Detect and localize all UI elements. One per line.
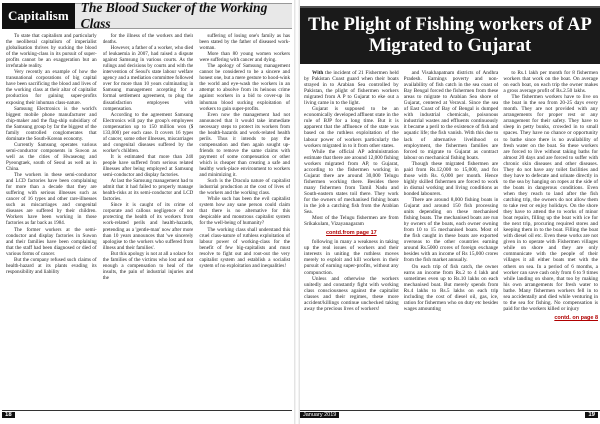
right-column-3 [503,70,598,404]
left-article-body [6,33,290,406]
paragraph: Gujarat is supposed to be an economically developed affluent state in the rule of BJP for a long time. But it is apparent that the affluence of the state was based on the ruthless exploitation of the labour power of workers particularly the workers migrated in to it from other states. [304,106,399,149]
left-page-number: 18 [2,412,15,418]
paragraph: The former workers at the semi-conductor and display factories in Suwon and their families have been complaining that the staff had been diagnosed or died of various forms of cancer. [6,226,97,257]
section-tag: Capitalism [2,3,75,29]
continued-from-link[interactable]: contd.from page 17 [325,230,377,237]
continued-on-link[interactable]: contd. on page 8 [554,314,599,321]
paragraph: for the illness of the workers and their deaths. [102,33,194,46]
right-column-2 [404,70,499,404]
right-article-body [304,70,598,404]
paragraph: Such is the Dracula nature of capitalist industrial production at the cost of lives of the workers and the working class. [199,178,291,197]
paragraph: Unless and otherwise the workers unitedly and constantly fight with working class consciousness against the capitalist classes and their regimes, these more accident/killings continue unchecked taking away the precious lives of workers! [304,275,399,312]
paragraph: suffering of losing one's family as has been stated by the father of diseased work-woman. [199,33,291,52]
paragraph: The working class shall understand this cruel class-nature of ruthless exploitation of labour power of working-class for the benefit of few big-capitalists and must resolve to fight out and root-out the very capitalist system and establish a socialist system of no exploitation and inequalities! [199,226,291,269]
paragraph: Even now the management had not announced that it would take immediate necessary steps to protect its workers from the health-hazards and work-related health perils. Thus it intends to pay the compensation and then again sought up-friends to remove the same claims with payment of some compensation or other which is cheaper than creating a safe and healthy work-place environment to workers and minimizing it. [199,111,291,179]
left-page-footer [2,410,292,420]
right-page [300,0,600,424]
paragraph: Very recently an example of how the transnational corporations of big capital have been sacrificing the blood and lives of the working class at their altar of capitalist production for gaining super-profits exposing their inhuman class-nature. [6,69,97,106]
right-page-number: 19 [585,412,598,418]
paragraph: While the official AP administration estimate that there are around 12,000 fishing workers migrated from AP, to Gujarat, according to the fishermen working in Gujarat there are around 30,000 Telugu fishermen working there. Besides there many fishermen from Tamil Nadu and South-eastern states toil there. They work for the owners of mechanised fishing boats in the job a catching fish from the Arabian Sea. [304,148,399,216]
paragraph: It is estimated that more than 240 people have suffered from serious related illnesses after being employed at Samsung semi-conductor and display factories. [102,153,194,179]
paragraph: Samsung Electronics is the world's biggest mobile phone manufacturer and chip-maker and the flag-ship subsidiary of the Samsung group by far the biggest of the family controlled conglomerates that dominate the South-Korean economy. [6,105,97,142]
left-article-banner [2,0,292,31]
paragraph: The fishermen workers have to live on the boat in the sea from 20-25 days every month. They are not provided with any arrangements for proper rest or any arrangement for their safety. They have to sleep in petty bunks, crowded in to small spaces. They have no chance or opportunity to bathe since there is no availability of fresh water on the boat. So these workers are forced to live without taking baths for almost 20 days and are forced to suffer with chronic skin diseases and other diseases. They do not have any toilet facilities and they have to defecate and urinate directly in to the sea by hanging on ropes at the side of the boats in dangerous conditions. Even when they reach to land after the fish catching trip, the owners do not allow them to take rest or enjoy holidays. On the shore they have to attend the to works of minor boat repairs, filling up the boat with ice for the next trip, procuring required stores and keeping them in to the boat. Filling the boat with diesel oil etc. Even these works are not given in to operate with Fishermen villages while on shore and they are only communicate with the people of their villages it all either boats met with the others on sea. In a period of 6 months, a worker can save cash only from 6 to 9 times while landing on shore, that too by making his own arrangements for fresh water to bathe. Many fishermen workers fell in to sea accidentally and died while venturing in to the sea for fishing. No compensation is paid for the workers killed or injury [503,94,599,312]
issue-label: January 2019 [300,412,339,418]
paragraph: More than 80 young women workers were suffering with cancer and dying. [199,51,291,64]
right-page-footer [300,410,600,420]
paragraph: Currently Samsung operates various semi-conductor components in Suwon as well as the cities of Hwaseong and Pyeongtaek, south of Seoul as well as in China. [6,141,97,173]
lead-text: the incident of 21 Fishermen held by Pakistan Coast guard when their boats strayed in to Arabian Sea controlled by Pakistan, the plight of fishermen workers migrated from A P to Gujarat to eke out a living came in to the light. [304,70,399,107]
paragraph: Since it is caught of its crime of corporate and callous negligence of not protecting the health of its workers from work-related perils and health-hazards, pretending as a 'gentle-man' now after more than 10 years announces that 'we sincerely apologise to the workers who suffered from illness and their families'. [102,202,194,251]
right-column-1 [304,70,399,404]
paragraph: to Rs.1 lakh per month for 8 fishermen workers that work on the boat. On average on each boat, on each trip the owner makes a gross average profit of Rs.2.50 lakhs. [503,70,599,95]
paragraph: There are around 8,000 fishing boats in Gujarat and around 150 fish processing units depending on these mechanised fishing boats. The mechanised boats are run by owners of the boats, each owner owning from 10 to 15 mechanised boats. Most of the fish caught in these boats are exported overseas to the other countries earning around Rs.5000 crores of foreign exchange besides with an income of Rs 15,000 crores from the fish market annually. [403,196,499,264]
paragraph: However, a father of a worker, who died of leukaemia in 2007, had raised a dispute against Samsung in various courts. As the rulings and decisions by courts and with the intervention of Seoul's state labour welfare agency and a mediation committee followed over for more than 10 years culminating in Samsung management accepting for a formal settlement agreement, to plug the dissatisfaction employees with compensation. [102,45,194,112]
left-page [0,0,294,424]
paragraph: But the company refused such claims of health-hazard at its plants evading its responsibility and liability [6,256,97,275]
paragraph: But this apology is not at all a solace for the families of the victims who lost and not enough a compensation to heal of the insults, the pain of industrial injuries and the [102,250,194,281]
paragraph: On each trip of fish catch, the owner earns an income from Rs.2 to 4 lakh and sometimes even up to Rs.10 lakhs on each mechanised boat. But merely spends from Rs.4 lakhs to Rs.5 lakhs on each trip including the cost of diesel oil, gas, ice, ration for fishermen who on duty etc besides wages amounting [403,263,499,312]
paragraph: following in many a weakness in taking up the real issues of workers and their interests in uniting the ruthless moves merely to exploit and kill workers in their pursuit of earning super-profits, without any compunction. [304,239,399,276]
paragraph: While such has been the evil capitalist system how any sane person could claim that there is no alternative for this despicable and monstrous capitalist system for the well-being of humanity? [199,196,291,227]
right-article-title-line1: The Plight of Fishing workers of AP [308,15,592,35]
paragraph: and Visakhapatnam districts of Andhra Pradesh. Earnings poverty and non-availability of fish catch in the sea coast of Bay Bengal forced the fishermen from these areas to migrate to Arabian Sea shore of Gujarat, centered at Veraval. Since the sea of East Coast of Bay of Bengal is dumped with industrial chemicals, poisonous industrial wastes and effluents continuously it became a peril to the existence of fish and aquatic life; the fish vanish. With this due to lack of alternative livelihood or employment, the fishermen families are forced to migrate to Gujarat as contract labour on mechanical fishing boats. [403,70,499,161]
paragraph: According to the agreement Samsung Electronics will pay the group's employees compensation up to 150 million won ($ 133,000) per each case. It covers 16 types of cancer, some other illnesses, miscarriages and congenital diseases suffered by the worker's children. [102,111,194,154]
right-article-title-line2: Migrated to Gujarat [368,36,532,56]
left-column-3 [199,33,290,406]
paragraph [304,70,399,106]
left-article-title: The Blood Sucker of the Working Class [75,3,292,29]
paragraph: To state that capitalism and particularly the neoliberal capitalism of imperialist globalisation thrives by sucking the blood of the working-class in its pursuit of super-profits cannot be an exaggeration but an irrefutable reality. [6,33,97,70]
paragraph: Most of the Telugu fishermen are from Srikakulam, Vizayanagaram [304,215,399,228]
paragraph: The apology of Samsung management cannot be considered to be a sincere and honest one, but a mere gesture to hood-wink the world and eye-wash the workers in an attempt to absolve from its heinous crime against workers in a bid to cover-up its inhuman blood sucking exploitation of workers to gain super-profits. [199,63,291,112]
paragraph: At last the Samsung management had to admit that it had failed to properly manage health-risks at its semi-conductor and LCD factories. [102,178,194,203]
left-column-1 [6,33,97,406]
paragraph: Though these migrated fishermen are paid from Rs.12,000 to 15,000, and for those with Rs. 6,000 per month. Hence highly skilled fishermen are forced to work in dismal working and living conditions as bonded labourers. [403,160,499,197]
right-article-banner [300,6,600,64]
left-column-2 [103,33,194,406]
lead-word: With [312,70,324,76]
paragraph: The workers in these semi-conductor and LCD factories have been complaining for more than a decade that they are suffering with serious illnesses such as cancer of 16 types and other rare-illnesses such as miscarriages and congenital diseases are suffered by their children. Workers have been working in those factories as far back as 1984. [6,172,97,227]
